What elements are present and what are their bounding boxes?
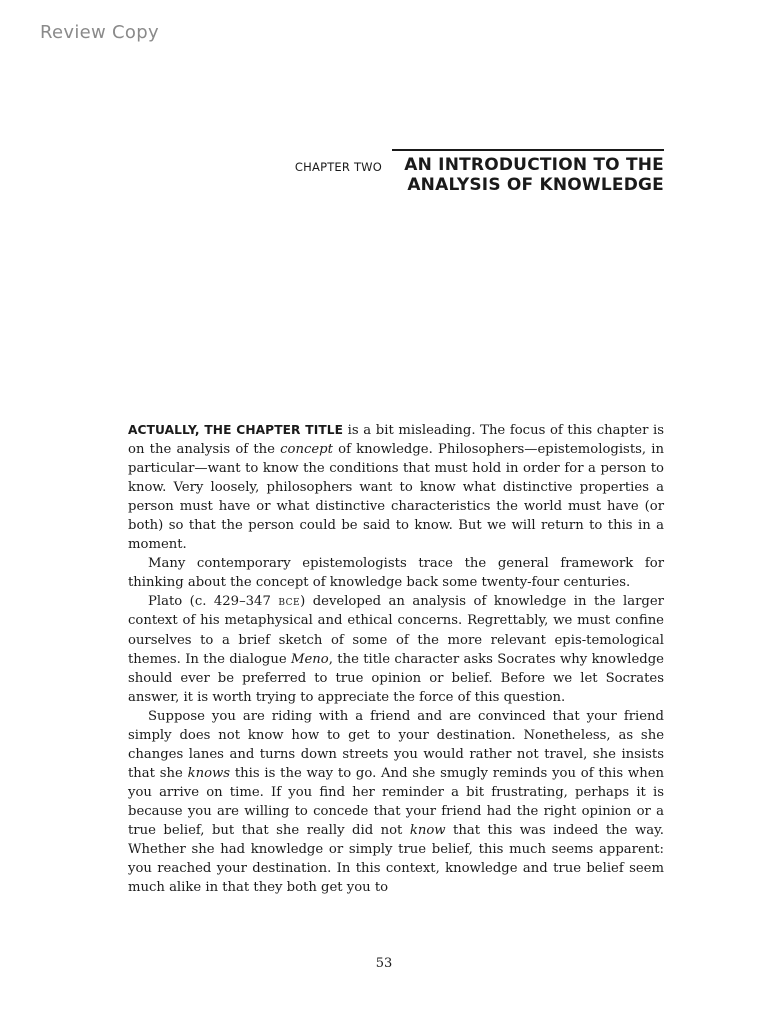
paragraph-1 [128,421,664,554]
paragraph-4-text-b: this is the way to go. And she smugly reminds you of this when you arrive on time. If you find her reminder a bit frustrating, perhaps it is because you are willing to concede that your friend had the right opinion or a true belief, but that she really did not [128,765,664,838]
chapter-heading [270,149,664,209]
paragraph-2: Many contemporary epistemologists trace the general framework for thinking about the concept of knowledge back some twenty-four centuries. [128,556,664,591]
paragraph-1-text-b: of knowledge. Philosophers—epistemologists, in particular—want to know the conditions that must hold in order for a person to know. Very loosely, philosophers want to know what distinctive properties a person must have or what distinctive characteristics the world must have (or both) so that the person could be said to know. But we will return to this in a moment. [128,442,665,553]
emphasis-knows: knows [187,765,231,781]
emphasis-know: know [409,822,446,838]
emphasis-concept: concept [280,442,333,458]
emphasis-meno: Meno [291,651,329,667]
paragraph-3-text-a: Plato (c. 429–347 [148,594,279,610]
chapter-title-line-1: AN INTRODUCTION TO THE [404,155,664,175]
chapter-title-line-2: ANALYSIS OF KNOWLEDGE [407,175,664,195]
paragraph-4-text-c: that this was indeed the way. Whether she had knowledge or simply true belief, this much seems apparent: you reached your destination. In this context, knowledge and true belief seem much alike in that they both get you to [128,822,664,896]
page-number: 53 [375,956,393,971]
review-copy-watermark: Review Copy [40,22,159,43]
paragraph-1-text-a: is a bit misleading. The focus of this chapter is on the analysis of the [128,423,664,458]
paragraph-3-text-b: ) developed an analysis of knowledge in the larger context of his metaphysical and ethical concerns. Regrettably, we must confine ourselves to a brief sketch of some of the more relevant epis-temological themes. In the dialogue [128,594,664,667]
paragraph-4-text-a: Suppose you are riding with a friend and are convinced that your friend simply does not know how to get to your destination. Nonetheless, as she changes lanes and turns down streets you would rather not travel, she insists that she [128,708,664,781]
chapter-number-label: CHAPTER TWO [294,160,382,174]
opening-lead-in: ACTUALLY, THE CHAPTER TITLE [128,423,344,437]
paragraph-4 [128,707,664,897]
paragraph-3 [128,592,664,706]
paragraph-3-text-c: , the title character asks Socrates why knowledge should ever be preferred to true opinion or belief. Before we let Socrates answer, it is worth trying to appreciate the force of this question. [128,651,664,705]
chapter-title [390,155,664,195]
body-text [128,421,664,897]
era-abbreviation: bce [278,594,301,610]
chapter-rule [392,149,664,151]
